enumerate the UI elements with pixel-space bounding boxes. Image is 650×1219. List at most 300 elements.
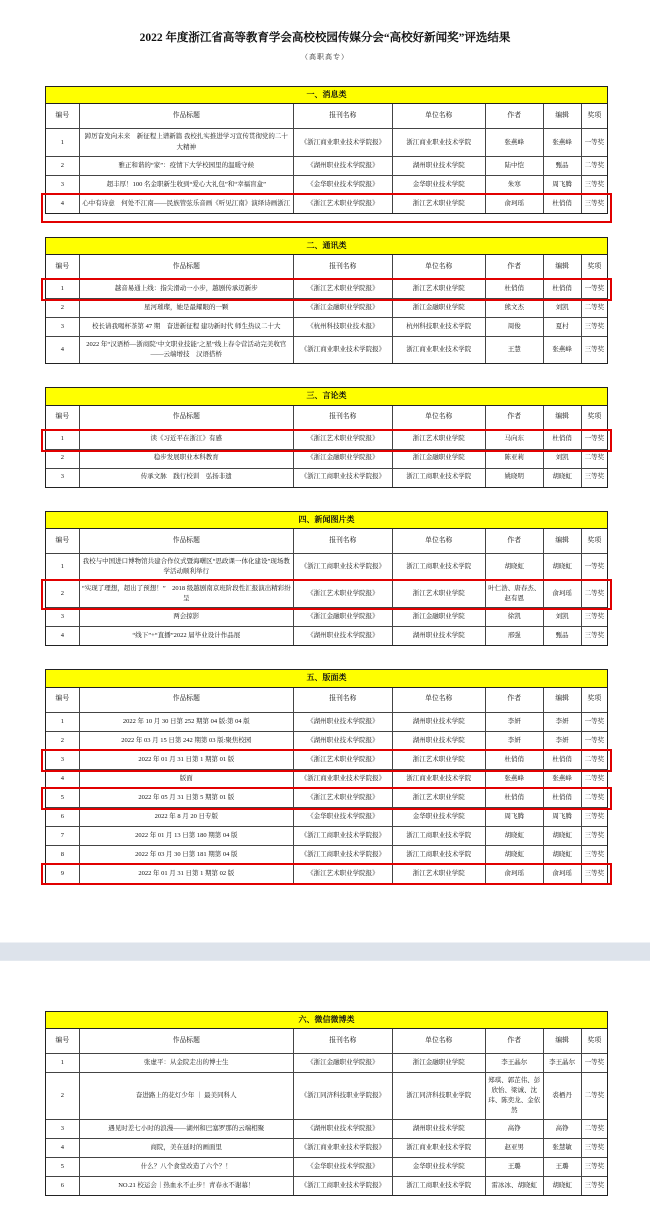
cell-editor: 杜俏俏 (544, 431, 582, 450)
column-header: 编号 (46, 406, 80, 431)
column-header: 作者 (486, 529, 544, 554)
table-row-highlighted (46, 751, 607, 770)
table-row (46, 627, 607, 645)
cell-no: 8 (46, 846, 80, 865)
table-row (46, 770, 607, 789)
category-header: 五、版面类 (46, 670, 607, 687)
cell-author: 雷冰冰、胡晓虹 (486, 1177, 544, 1195)
cell-award: 三等奖 (584, 1182, 605, 1190)
table-row-highlighted (46, 195, 607, 213)
column-header: 作品标题 (80, 1029, 294, 1054)
cell-title: 我校与中国进口博物馆共建合作仪式暨海曙区“思政课一体化建设”现场教学活动顺利举行 (80, 554, 294, 581)
cell-no: 3 (46, 318, 80, 337)
cell-no: 6 (46, 1177, 80, 1195)
cell-paper: 《浙江工商职业技术学院报》 (294, 469, 393, 487)
cell-org: 浙江工商职业技术学院 (393, 846, 486, 865)
cell-paper: 《湖州职业技术学院报》 (294, 713, 393, 732)
cell-paper: 《湖州职业技术学院报》 (294, 627, 393, 645)
cell-org: 浙江商业职业技术学院 (393, 129, 486, 156)
cell-org: 浙江金融职业学院 (393, 450, 486, 469)
cell-no: 2 (46, 732, 80, 751)
page-subtitle: （高职高专） (301, 53, 349, 62)
cell-paper: 《浙江金融职业学院报》 (294, 1054, 393, 1073)
cell-author: 陈亚莉 (486, 450, 544, 469)
cell-title: “线下”+“直播”2022 届毕业设计作品展 (80, 627, 294, 645)
cell-org: 浙江工商职业技术学院 (393, 554, 486, 581)
cell-org: 浙江艺术职业学院 (393, 865, 486, 883)
cell-org: 浙江同济科技职业学院 (393, 1073, 486, 1120)
cell-paper: 《浙江金融职业学院报》 (294, 299, 393, 318)
cell-editor: 周飞腾 (544, 176, 582, 195)
cell-no: 9 (46, 865, 80, 883)
column-header: 单位名称 (393, 529, 486, 554)
award-table-6 (45, 1011, 608, 1197)
column-header-row (46, 529, 607, 554)
cell-author: 马向东 (486, 431, 544, 450)
table-row-highlighted (46, 581, 607, 608)
cell-award: 三等奖 (582, 1158, 607, 1177)
document-page-2 (0, 961, 650, 1197)
cell-paper: 《浙江工商职业技术学院报》 (294, 827, 393, 846)
cell-editor: 李妍 (544, 713, 582, 732)
cell-author: 姚晓明 (486, 469, 544, 487)
cell-paper: 《浙江艺术职业学院报》 (294, 789, 393, 808)
cell-award: 三等奖 (582, 318, 607, 337)
cell-award: 三等奖 (582, 176, 607, 195)
column-header: 奖项 (582, 1029, 607, 1054)
column-header: 奖项 (582, 529, 607, 554)
cell-award: 三等奖 (582, 827, 607, 846)
table-row (46, 608, 607, 627)
column-header: 单位名称 (393, 255, 486, 280)
cell-no: 5 (46, 1158, 80, 1177)
cell-paper: 《浙江艺术职业学院报》 (294, 751, 393, 770)
cell-award: 三等奖 (582, 1139, 607, 1158)
cell-title: 2022 年 01 月 31 日第 1 期第 02 版 (80, 865, 294, 883)
column-header: 作者 (486, 1029, 544, 1054)
award-table-4 (45, 511, 608, 647)
cell-editor: 裘栖丹 (544, 1073, 582, 1120)
column-header: 报刊名称 (294, 688, 393, 713)
cell-editor: 杜俏俏 (544, 280, 582, 299)
category-header: 三、言论类 (46, 388, 607, 405)
cell-editor: 俞珂瑶 (544, 581, 582, 608)
cell-no: 3 (46, 751, 80, 770)
cell-author: 杜俏俏 (486, 280, 544, 299)
cell-org: 金华职业技术学院 (393, 1158, 486, 1177)
table-row (46, 827, 607, 846)
cell-title: “实现了理想，超出了预想！” 2018 级越剧南京班阶段性汇报演出精彩纷呈 (80, 581, 294, 608)
cell-award: 二等奖 (582, 299, 607, 318)
cell-no: 4 (46, 1139, 80, 1158)
cell-award: 一等奖 (582, 129, 607, 156)
table-row (46, 469, 607, 487)
column-header: 编号 (46, 104, 80, 129)
cell-paper: 《杭州科技职业技术报》 (294, 318, 393, 337)
cell-org: 浙江商业职业技术学院 (393, 337, 486, 363)
cell-org: 浙江艺术职业学院 (393, 431, 486, 450)
cell-title: 2022 年 01 月 13 日第 180 期第 04 版 (80, 827, 294, 846)
cell-title: 雅正和谐的“家”：疫情下大学校园里的温暖守候 (80, 157, 294, 176)
cell-title: 张虚平：从金院走出的博士生 (80, 1054, 294, 1073)
cell-org: 湖州职业技术学院 (393, 1120, 486, 1139)
cell-editor: 刘凯 (544, 608, 582, 627)
column-header-row (46, 104, 607, 129)
table-row (46, 337, 607, 363)
cell-author: 胡晓虹 (486, 846, 544, 865)
cell-award: 二等奖 (582, 770, 607, 789)
cell-paper: 《金华职业技术学院报》 (294, 808, 393, 827)
cell-org: 湖州职业技术学院 (393, 732, 486, 751)
cell-no: 2 (46, 581, 80, 608)
table-row (46, 157, 607, 176)
cell-author: 叶仁浩、唐春杰、赵有恩 (486, 581, 544, 608)
cell-editor: 胡晓虹 (544, 827, 582, 846)
tables-container-page2 (0, 961, 650, 1197)
table-row-highlighted (46, 865, 607, 883)
column-header: 作品标题 (80, 688, 294, 713)
cell-author: 张燕峰 (486, 770, 544, 789)
cell-editor: 张慧敏 (544, 1139, 582, 1158)
cell-author: 陆中恺 (486, 157, 544, 176)
column-header: 奖项 (582, 104, 607, 129)
cell-paper: 《湖州职业技术学院报》 (294, 157, 393, 176)
cell-award: 一等奖 (582, 713, 607, 732)
cell-award: 三等奖 (582, 846, 607, 865)
table-row (46, 450, 607, 469)
cell-paper: 《浙江金融职业学院报》 (294, 608, 393, 627)
cell-author: 杜俏俏 (486, 751, 544, 770)
cell-no: 4 (46, 770, 80, 789)
cell-org: 浙江艺术职业学院 (393, 751, 486, 770)
table-row (46, 846, 607, 865)
column-header: 作品标题 (80, 529, 294, 554)
column-header: 编号 (46, 529, 80, 554)
column-header: 作者 (486, 104, 544, 129)
cell-award: 二等奖 (582, 751, 607, 770)
cell-org: 湖州职业技术学院 (393, 627, 486, 645)
column-header: 奖项 (582, 406, 607, 431)
cell-editor: 胡晓虹 (544, 469, 582, 487)
cell-author: 赵亚男 (486, 1139, 544, 1158)
column-header: 单位名称 (393, 406, 486, 431)
cell-author: 俞珂瑶 (486, 195, 544, 213)
cell-no: 1 (46, 554, 80, 581)
cell-no: 4 (46, 627, 80, 645)
cell-title: 2022 年“汉语桥—浙商院‘中文职业技能’之星”线上春令营活动完美收官——云端增技 汉语搭桥 (80, 337, 294, 363)
cell-editor: 胡晓虹 (544, 1177, 582, 1195)
table-row-highlighted (46, 789, 607, 808)
cell-title: NO.21 校运会｜热血永不止步！青春永不谢幕！ (80, 1177, 294, 1195)
cell-paper: 《浙江艺术职业学院报》 (294, 865, 393, 883)
cell-title: 商院，美在延时的画面里 (80, 1139, 294, 1158)
cell-paper: 《浙江艺术职业学院报》 (294, 195, 393, 213)
column-header: 报刊名称 (294, 104, 393, 129)
cell-title: 什么？八个食堂改造了六个？！ (80, 1158, 294, 1177)
cell-editor: 俞珂瑶 (544, 865, 582, 883)
table-row (46, 1054, 607, 1073)
cell-title: 星河璀璨，她是最耀眼的一颗 (80, 299, 294, 318)
cell-award: 一等奖 (582, 280, 607, 299)
table-row (46, 1139, 607, 1158)
cell-award: 三等奖 (584, 473, 605, 481)
cell-award: 二等奖 (582, 581, 607, 608)
cell-author: 邢强 (486, 627, 544, 645)
cell-org: 浙江金融职业学院 (393, 1054, 486, 1073)
table-row (46, 176, 607, 195)
cell-org: 杭州科技职业技术学院 (393, 318, 486, 337)
cell-author: 胡晓虹 (486, 827, 544, 846)
category-header: 六、微信微博类 (46, 1012, 607, 1029)
table-row (46, 808, 607, 827)
column-header: 单位名称 (393, 688, 486, 713)
cell-no: 7 (46, 827, 80, 846)
column-header: 编辑 (544, 529, 582, 554)
cell-title: 稳步发展职业本科教育 (80, 450, 294, 469)
award-table-2 (45, 237, 608, 365)
cell-paper: 《浙江工商职业技术学院报》 (294, 1177, 393, 1195)
column-header: 编辑 (544, 406, 582, 431)
cell-editor: 刘凯 (544, 299, 582, 318)
column-header: 奖项 (582, 255, 607, 280)
cell-no: 1 (46, 1054, 80, 1073)
cell-editor: 杜俏俏 (544, 789, 582, 808)
column-header: 单位名称 (393, 1029, 486, 1054)
cell-title: 遇见时差七小时的浪漫——湖州和巴塞罗那的云端相聚 (80, 1120, 294, 1139)
column-header-row (46, 688, 607, 713)
category-header: 四、新闻图片类 (46, 512, 607, 529)
cell-org: 金华职业技术学院 (393, 808, 486, 827)
cell-award: 三等奖 (584, 346, 605, 354)
cell-author: 胡晓虹 (486, 554, 544, 581)
cell-editor: 甄品 (544, 157, 582, 176)
cell-editor: 李妍 (544, 732, 582, 751)
cell-no: 3 (46, 469, 80, 487)
cell-org: 浙江艺术职业学院 (393, 280, 486, 299)
cell-editor: 刘凯 (544, 450, 582, 469)
column-header: 作品标题 (80, 406, 294, 431)
page-title: 2022 年度浙江省高等教育学会高校校园传媒分会“高校好新闻奖”评选结果 (139, 32, 511, 44)
cell-award: 一等奖 (582, 554, 607, 581)
category-header: 二、通讯类 (46, 238, 607, 255)
cell-paper: 《浙江工商职业技术学院报》 (294, 846, 393, 865)
cell-title: 传承文脉 践行校训 弘扬非遗 (80, 469, 294, 487)
cell-org: 浙江商业职业技术学院 (393, 770, 486, 789)
column-header: 编辑 (544, 688, 582, 713)
column-header: 编号 (46, 255, 80, 280)
cell-no: 1 (46, 431, 80, 450)
table-row (46, 1073, 607, 1120)
cell-no: 1 (46, 280, 80, 299)
cell-paper: 《浙江商业职业技术学院报》 (294, 129, 393, 156)
cell-author: 徐凯 (486, 608, 544, 627)
table-row (46, 554, 607, 581)
cell-author: 高铮 (486, 1120, 544, 1139)
cell-editor: 杜俏俏 (544, 195, 582, 213)
cell-paper: 《湖州职业技术学院报》 (294, 1120, 393, 1139)
cell-editor: 王璐 (544, 1158, 582, 1177)
cell-paper: 《浙江同济科技职业学院报》 (294, 1073, 393, 1120)
table-row-highlighted (46, 280, 607, 299)
column-header: 报刊名称 (294, 1029, 393, 1054)
column-header: 编号 (46, 688, 80, 713)
column-header: 报刊名称 (294, 529, 393, 554)
cell-title: 2022 年 01 月 31 日第 1 期第 01 版 (80, 751, 294, 770)
column-header: 作品标题 (80, 255, 294, 280)
cell-editor: 周飞腾 (544, 808, 582, 827)
cell-author: 杜俏俏 (486, 789, 544, 808)
table-row (46, 129, 607, 156)
cell-org: 浙江工商职业技术学院 (393, 827, 486, 846)
column-header-row (46, 406, 607, 431)
cell-paper: 《浙江工商职业技术学院报》 (294, 554, 393, 581)
cell-title: 2022 年 10 月 30 日第 252 期第 04 版:第 04 版 (80, 713, 294, 732)
cell-paper: 《浙江金融职业学院报》 (294, 450, 393, 469)
cell-author: 李妍 (486, 732, 544, 751)
cell-author: 王慧 (486, 337, 544, 363)
cell-editor: 胡晓虹 (544, 846, 582, 865)
cell-org: 浙江金融职业学院 (393, 608, 486, 627)
column-header: 编辑 (544, 1029, 582, 1054)
cell-editor: 夏村 (544, 318, 582, 337)
award-table-1 (45, 86, 608, 214)
cell-no: 2 (46, 1073, 80, 1120)
cell-paper: 《金华职业技术学院报》 (294, 1158, 393, 1177)
cell-title: 两会掠影 (80, 608, 294, 627)
award-table-5 (45, 669, 608, 883)
cell-org: 浙江商业职业技术学院 (393, 1139, 486, 1158)
cell-paper: 《湖州职业技术学院报》 (294, 732, 393, 751)
cell-award: 二等奖 (582, 1073, 607, 1120)
cell-award: 三等奖 (582, 608, 607, 627)
cell-no: 6 (46, 808, 80, 827)
cell-editor: 杜俏俏 (544, 751, 582, 770)
cell-author: 周飞腾 (486, 808, 544, 827)
cell-title: 奋进路上的花灯少年 ｜ 最美同科人 (80, 1073, 294, 1120)
cell-author: 朱寒 (486, 176, 544, 195)
column-header-row (46, 255, 607, 280)
cell-no: 3 (46, 176, 80, 195)
cell-title: 2022 年 03 月 15 日第 242 期第 03 版:聚焦校园 (80, 732, 294, 751)
cell-title: 心中有诗意 何处不江南——民族管弦乐音画《听见江南》演绎诗画浙江 (80, 195, 294, 213)
cell-paper: 《金华职业技术学院报》 (294, 176, 393, 195)
cell-title: 校长请我喝杯茶第 47 期 奋进新征程 建功新时代 师生热议二十大 (80, 318, 294, 337)
column-header: 编辑 (544, 255, 582, 280)
table-row (46, 713, 607, 732)
cell-title: 越音易通上线：指尖滑动一小步，越剧传承迈新步 (80, 280, 294, 299)
cell-paper: 《浙江艺术职业学院报》 (294, 280, 393, 299)
cell-editor: 甄品 (544, 627, 582, 645)
cell-award: 三等奖 (584, 199, 605, 207)
column-header-row (46, 1029, 607, 1054)
cell-org: 浙江艺术职业学院 (393, 195, 486, 213)
cell-no: 4 (46, 337, 80, 363)
cell-title: 2022 年 03 月 30 日第 181 期第 04 版 (80, 846, 294, 865)
table-row (46, 1120, 607, 1139)
table-row (46, 1158, 607, 1177)
cell-org: 湖州职业技术学院 (393, 713, 486, 732)
cell-award: 二等奖 (582, 1120, 607, 1139)
tables-container-page1 (0, 86, 650, 883)
cell-editor: 张燕峰 (544, 337, 582, 363)
cell-award: 二等奖 (582, 789, 607, 808)
column-header: 报刊名称 (294, 406, 393, 431)
cell-author: 李妍 (486, 713, 544, 732)
cell-title: 读《习近平在浙江》有感 (80, 431, 294, 450)
column-header: 编号 (46, 1029, 80, 1054)
cell-no: 1 (46, 713, 80, 732)
cell-org: 金华职业技术学院 (393, 176, 486, 195)
cell-author: 俞珂瑶 (486, 865, 544, 883)
cell-author: 王璐 (486, 1158, 544, 1177)
column-header: 作者 (486, 688, 544, 713)
cell-org: 浙江工商职业技术学院 (393, 469, 486, 487)
cell-title: 2022 年 8 月 20 日专版 (80, 808, 294, 827)
column-header: 编辑 (544, 104, 582, 129)
cell-no: 1 (46, 129, 80, 156)
cell-org: 浙江艺术职业学院 (393, 581, 486, 608)
cell-no: 3 (46, 1120, 80, 1139)
column-header: 报刊名称 (294, 255, 393, 280)
cell-no: 2 (46, 157, 80, 176)
cell-paper: 《浙江艺术职业学院报》 (294, 431, 393, 450)
cell-award: 一等奖 (582, 732, 607, 751)
cell-paper: 《浙江艺术职业学院报》 (294, 581, 393, 608)
cell-author: 熊文杰 (486, 299, 544, 318)
column-header: 作品标题 (80, 104, 294, 129)
cell-org: 湖州职业技术学院 (393, 157, 486, 176)
cell-editor: 张燕峰 (544, 129, 582, 156)
cell-award: 三等奖 (584, 632, 605, 640)
cell-award: 一等奖 (582, 1054, 607, 1073)
cell-award: 一等奖 (582, 431, 607, 450)
cell-editor: 张燕峰 (544, 770, 582, 789)
cell-award: 二等奖 (582, 450, 607, 469)
category-header: 一、消息类 (46, 87, 607, 104)
cell-title: 版面 (80, 770, 294, 789)
table-row (46, 299, 607, 318)
cell-editor: 李王晶尔 (544, 1054, 582, 1073)
cell-paper: 《浙江商业职业技术学院报》 (294, 337, 393, 363)
page-separator (0, 942, 650, 961)
column-header: 作者 (486, 255, 544, 280)
cell-no: 3 (46, 608, 80, 627)
cell-no: 5 (46, 789, 80, 808)
column-header: 奖项 (582, 688, 607, 713)
cell-editor: 高铮 (544, 1120, 582, 1139)
cell-author: 李王晶尔 (486, 1054, 544, 1073)
cell-org: 浙江艺术职业学院 (393, 789, 486, 808)
cell-paper: 《浙江商业职业技术学院报》 (294, 770, 393, 789)
table-row (46, 732, 607, 751)
cell-no: 4 (46, 195, 80, 213)
cell-award: 三等奖 (582, 808, 607, 827)
cell-award: 三等奖 (584, 869, 605, 877)
cell-org: 浙江工商职业技术学院 (393, 1177, 486, 1195)
cell-title: 2022 年 05 月 31 日第 5 期第 01 版 (80, 789, 294, 808)
cell-org: 浙江金融职业学院 (393, 299, 486, 318)
cell-author: 张燕峰 (486, 129, 544, 156)
table-row-highlighted (46, 431, 607, 450)
cell-author: 周俊 (486, 318, 544, 337)
cell-award: 二等奖 (582, 157, 607, 176)
table-row (46, 318, 607, 337)
column-header: 单位名称 (393, 104, 486, 129)
cell-title: 超丰厚！100 名金职新生收到“爱心大礼包”和“幸福盲盒” (80, 176, 294, 195)
award-table-3 (45, 387, 608, 487)
cell-editor: 胡晓虹 (544, 554, 582, 581)
cell-author: 郑琪、郭芷伟、彭欣怡、梁诚、沈玮、陈奕龙、金依然 (486, 1073, 544, 1120)
